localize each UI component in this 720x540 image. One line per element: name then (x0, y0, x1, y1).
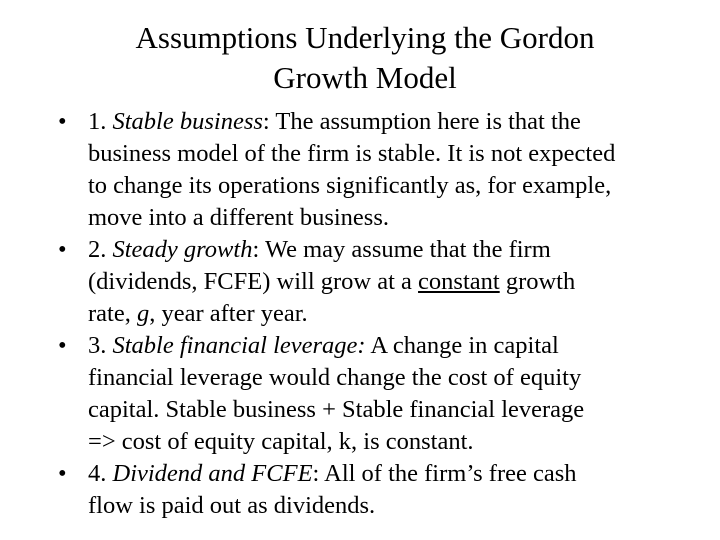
bullet-line (88, 330, 706, 362)
bullet-item (56, 234, 706, 330)
text-run: 2. (88, 236, 113, 263)
bullet-line (88, 458, 706, 490)
text-run: capital. Stable business + Stable financial leverage (88, 396, 585, 423)
text-run: 4. (88, 460, 113, 487)
bullet-line (88, 106, 706, 138)
text-run: (dividends, FCFE) will grow at a (88, 268, 419, 295)
text-run: rate, (88, 300, 137, 327)
bullet-line (88, 202, 706, 234)
text-run: 3. (88, 332, 113, 359)
bullet-line (88, 426, 706, 458)
underlined-text: constant (418, 268, 500, 295)
slide-title-line-2: Growth Model (273, 60, 457, 95)
bullet-marker: • (58, 236, 67, 263)
text-run: => cost of equity capital, k, is constant. (88, 428, 474, 455)
bullet-item (56, 330, 706, 458)
bullet-marker: • (58, 332, 67, 359)
italic-text: Stable business (112, 108, 263, 135)
bullet-item (56, 106, 706, 234)
bullet-marker: • (58, 108, 67, 135)
bullet-line (88, 298, 706, 330)
text-run: growth (499, 268, 576, 295)
slide-title (60, 18, 670, 98)
italic-text: Steady growth (112, 236, 253, 263)
text-run: : We may assume that the firm (252, 236, 551, 263)
bullet-line (88, 394, 706, 426)
italic-text: g (136, 300, 150, 327)
text-run: : The assumption here is that the (262, 108, 581, 135)
text-run: , year after year. (149, 300, 308, 327)
text-run: : All of the firm’s free cash (312, 460, 577, 487)
text-run: A change in capital (365, 332, 559, 359)
text-run: to change its operations significantly as, for example, (88, 172, 612, 199)
bullet-marker: • (58, 460, 67, 487)
bullet-line (88, 266, 706, 298)
italic-text: Dividend and FCFE (112, 460, 313, 487)
bullet-line (88, 234, 706, 266)
text-run: 1. (88, 108, 113, 135)
slide-title-line-1: Assumptions Underlying the Gordon (135, 20, 595, 55)
bullet-line (88, 362, 706, 394)
bullet-line (88, 170, 706, 202)
bullet-line (88, 138, 706, 170)
italic-text: Stable financial leverage: (112, 332, 366, 359)
bullet-item (56, 458, 706, 522)
text-run: business model of the firm is stable. It is not expected (88, 140, 616, 167)
text-run: financial leverage would change the cost of equity (88, 364, 582, 391)
bullet-list (56, 106, 706, 522)
bullet-line (88, 490, 706, 522)
text-run: flow is paid out as dividends. (88, 492, 376, 519)
text-run: move into a different business. (88, 204, 389, 231)
